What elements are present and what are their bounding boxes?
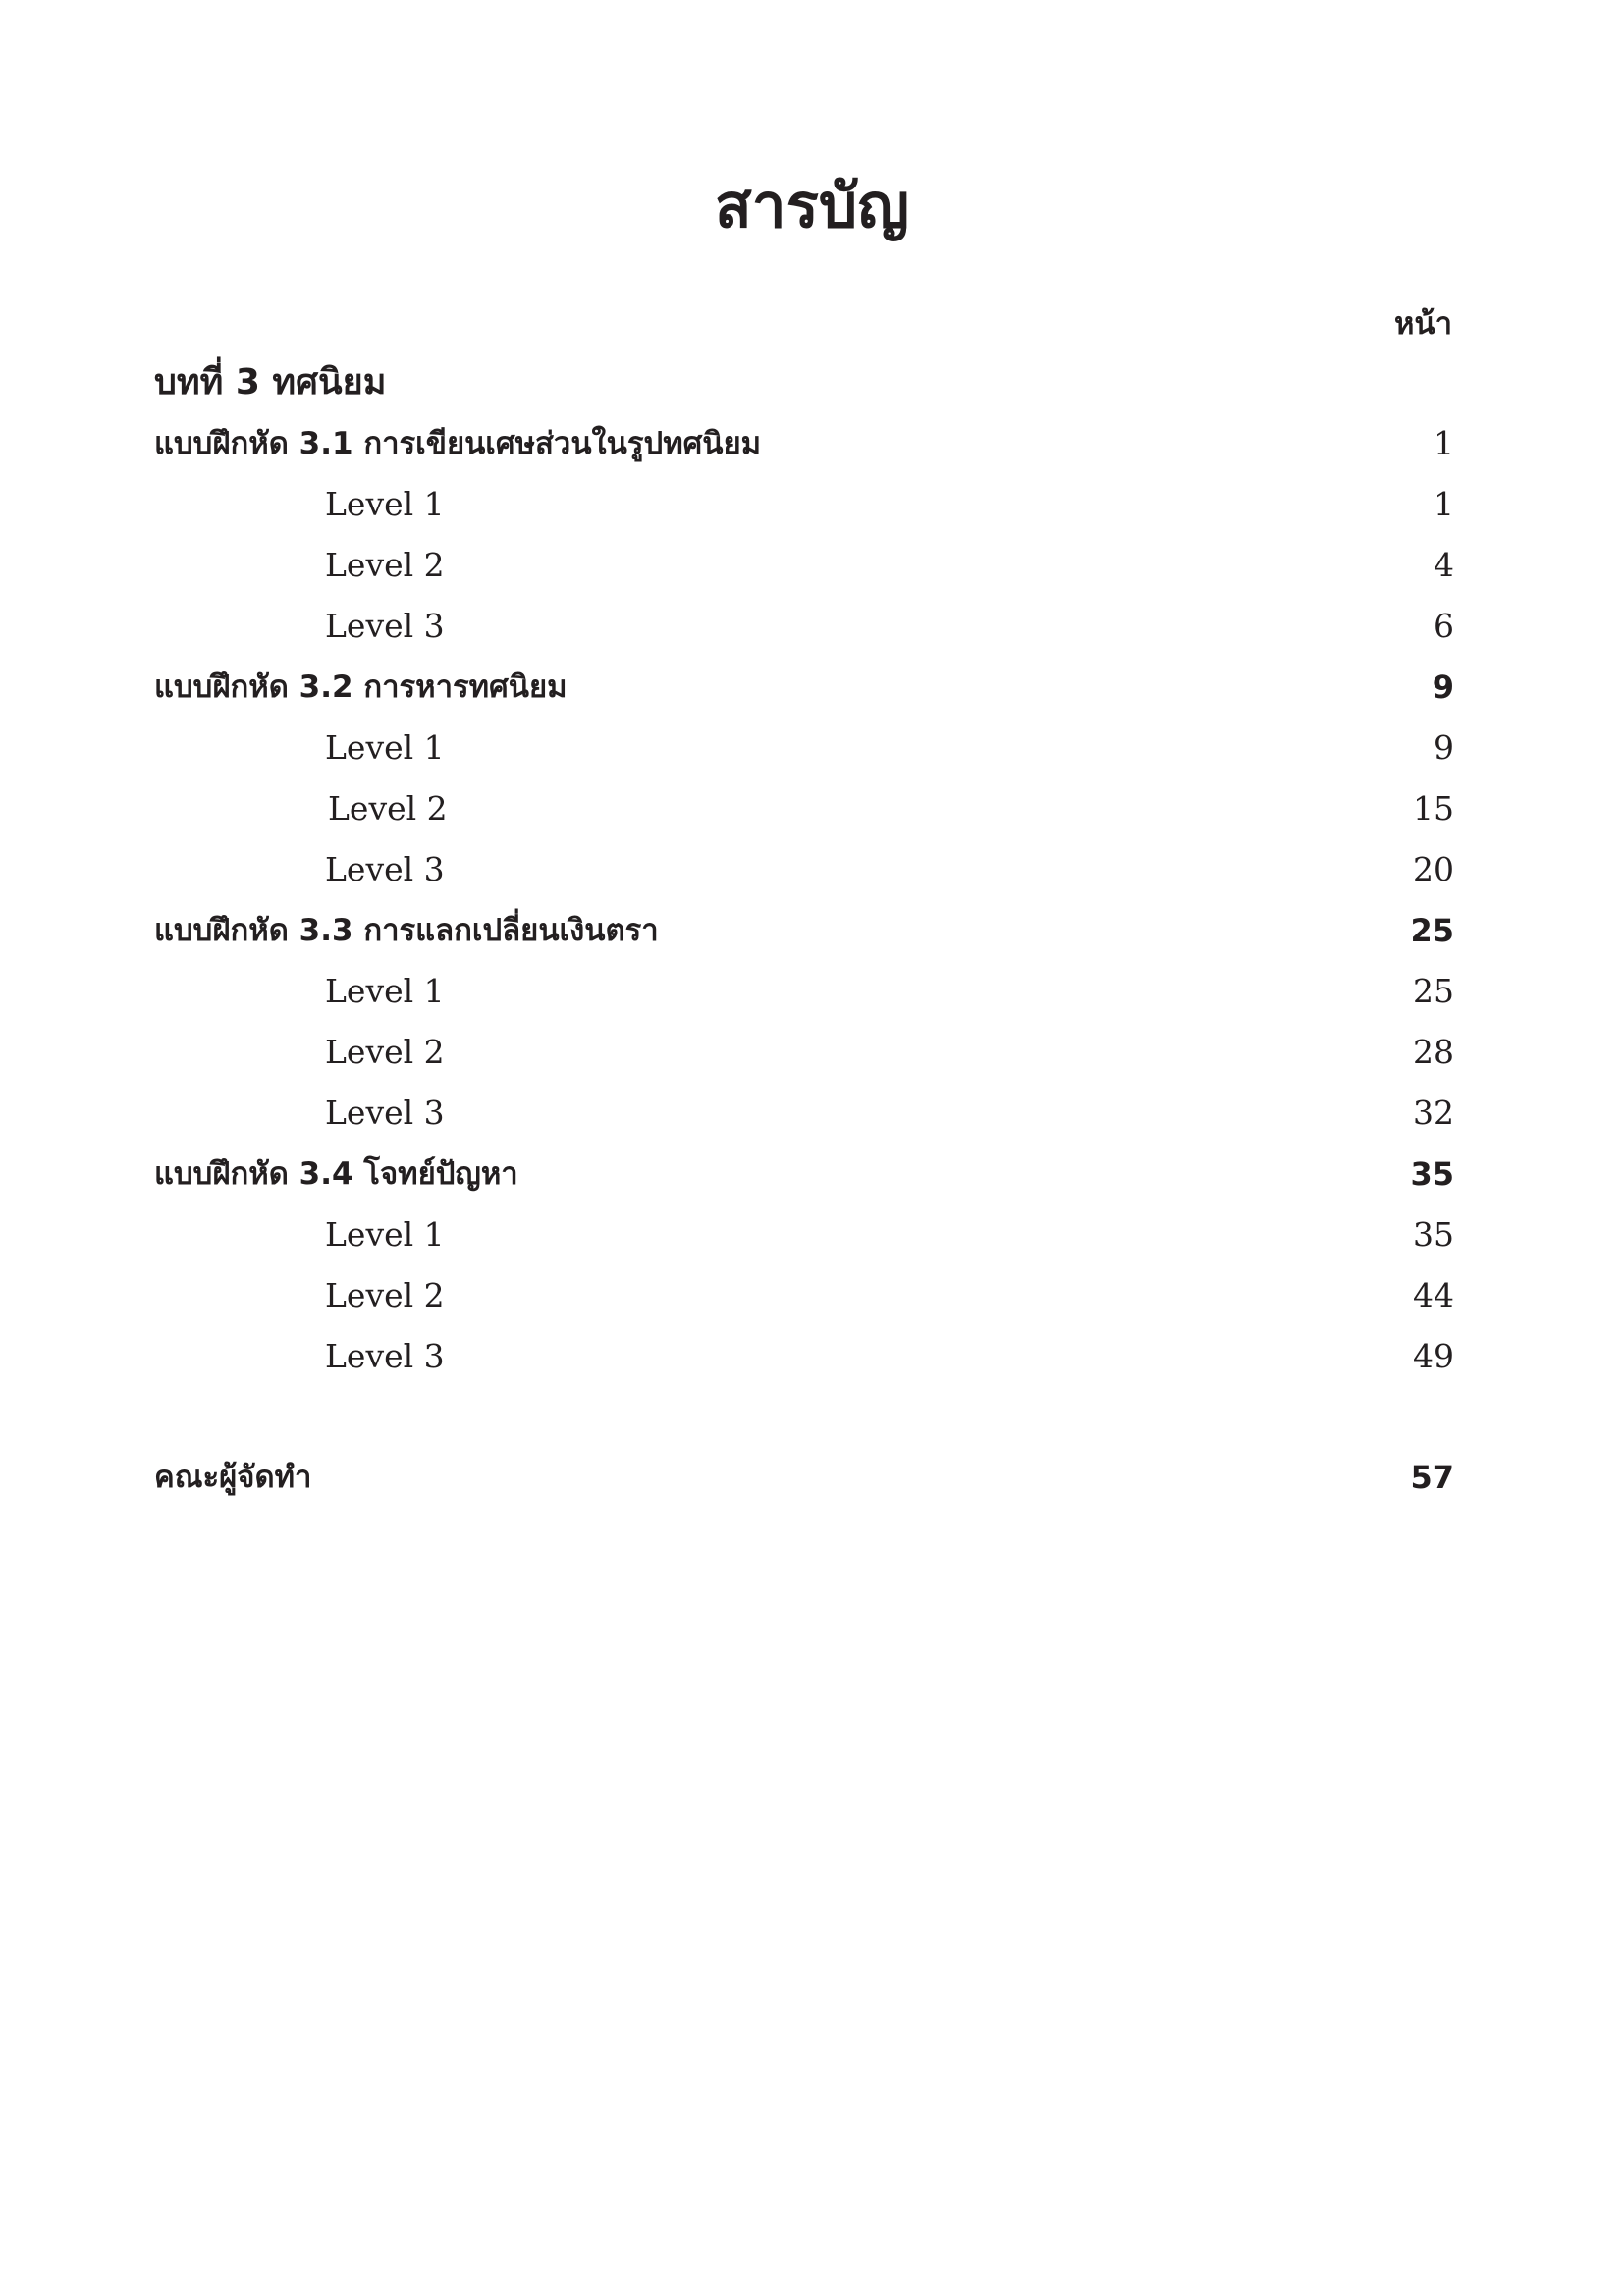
level-page-number: 32 [1413,1094,1454,1132]
level-label: Level 1 [325,728,445,767]
toc-level-row[interactable] [0,839,1624,900]
level-label: Level 1 [325,485,445,523]
credits-label: คณะผู้จัดทำ [154,1460,312,1495]
credits-page-number: 57 [1410,1459,1454,1496]
level-label: Level 3 [325,1094,445,1132]
level-label: Level 1 [325,1215,445,1254]
level-page-number: 44 [1413,1276,1454,1314]
toc-level-row[interactable] [0,961,1624,1022]
section-label: แบบฝึกหัด 3.4 โจทย์ปัญหา [154,1156,518,1192]
section-label: แบบฝึกหัด 3.2 การหารทศนิยม [154,669,568,705]
toc-section-3-3[interactable] [0,900,1624,961]
toc-section-3-4[interactable] [0,1144,1624,1204]
toc-level-row[interactable] [0,535,1624,596]
level-page-number: 4 [1434,546,1454,584]
level-page-number: 25 [1413,972,1454,1010]
level-page-number: 6 [1434,607,1454,645]
toc-section-3-1[interactable] [0,413,1624,474]
toc-section-3-2[interactable] [0,657,1624,718]
section-label: แบบฝึกหัด 3.3 การแลกเปลี่ยนเงินตรา [154,913,659,948]
level-label: Level 3 [325,607,445,645]
level-label: Level 2 [325,1033,445,1071]
toc-level-row[interactable] [0,474,1624,535]
section-page-number: 1 [1434,424,1454,462]
level-label: Level 2 [328,789,448,828]
toc-level-row[interactable] [0,1326,1624,1387]
level-page-number: 15 [1413,789,1454,828]
toc-level-row[interactable] [0,778,1624,839]
level-page-number: 9 [1434,728,1454,767]
chapter-heading: บทที่ 3 ทศนิยม [154,362,387,402]
level-label: Level 2 [325,1276,445,1314]
level-page-number: 20 [1413,850,1454,888]
toc-level-row[interactable] [0,1265,1624,1326]
level-page-number: 1 [1434,485,1454,523]
section-page-number: 35 [1410,1155,1454,1193]
level-page-number: 35 [1413,1215,1454,1254]
toc-level-row[interactable] [0,1083,1624,1144]
toc-level-row[interactable] [0,1022,1624,1083]
level-page-number: 28 [1413,1033,1454,1071]
level-label: Level 1 [325,972,445,1010]
toc-level-row[interactable] [0,718,1624,778]
toc-level-row[interactable] [0,596,1624,657]
level-page-number: 49 [1413,1337,1454,1375]
section-label: แบบฝึกหัด 3.1 การเขียนเศษส่วนในรูปทศนิยม [154,426,762,461]
toc-level-row[interactable] [0,1204,1624,1265]
page-column-header: หน้า [1393,306,1452,342]
section-page-number: 25 [1410,912,1454,949]
level-label: Level 3 [325,850,445,888]
toc-credits[interactable] [0,1447,1624,1508]
section-page-number: 9 [1432,668,1454,706]
page-title: สารบัญ [714,170,910,241]
level-label: Level 3 [325,1337,445,1375]
level-label: Level 2 [325,546,445,584]
